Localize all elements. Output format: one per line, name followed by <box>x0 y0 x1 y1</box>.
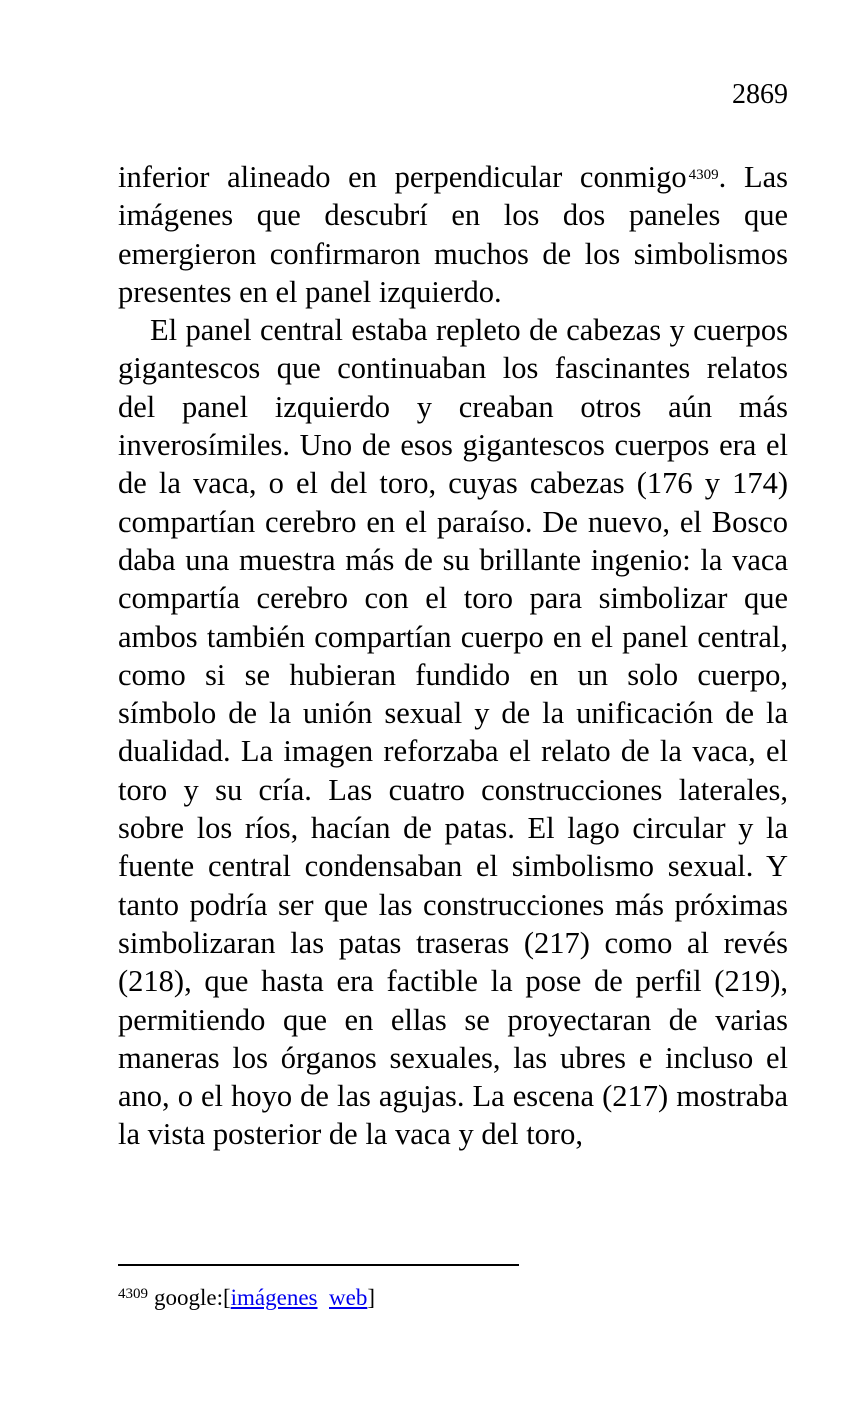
paragraph-1-continuation: . Las imágenes que descubrí en los dos paneles que emergieron confirmaron muchos de los simbolismos presentes en el panel izquierdo. <box>118 160 788 309</box>
page-number: 2869 <box>732 79 788 110</box>
paragraph-1-text: inferior alineado en perpendicular conmigo <box>118 160 687 194</box>
footnote <box>118 1283 375 1313</box>
footnote-reference: 4309 <box>688 167 719 183</box>
paragraph-1 <box>118 158 788 311</box>
footnote-prefix: google:[ <box>154 1285 231 1310</box>
body-text <box>118 158 788 1154</box>
paragraph-2: El panel central estaba repleto de cabezas y cuerpos gigantescos que continuaban los fascinantes relatos del panel izquierdo y creaban otros aún más inverosímiles. Uno de esos gigantescos cuerpos era el de la vaca, o el del toro, cuyas cabezas (176 y 174) compartían cerebro en el paraíso. De nuevo, el Bosco daba una muestra más de su brillante ingenio: la vaca compartía cerebro con el toro para simbolizar que ambos también compartían cuerpo en el panel central, como si se hubieran fundido en un solo cuerpo, símbolo de la unión sexual y de la unificación de la dualidad. La imagen reforzaba el relato de la vaca, el toro y su cría. Las cuatro construcciones laterales, sobre los ríos, hacían de patas. El lago circular y la fuente central condensaban el simbolismo sexual. Y tanto podría ser que las construcciones más próximas simbolizaran las patas traseras (217) como al revés (218), que hasta era factible la pose de perfil (219), permitiendo que en ellas se proyectaran de varias maneras los órganos sexuales, las ubres e incluso el ano, o el hoyo de las agujas. La escena (217) mostraba la vista posterior de la vaca y del toro, <box>118 313 788 1152</box>
images-link[interactable]: imágenes <box>230 1285 318 1310</box>
footnote-number: 4309 <box>118 1286 148 1302</box>
web-link[interactable]: web <box>329 1285 368 1310</box>
footnote-separator <box>118 1264 519 1266</box>
footnote-suffix: ] <box>367 1285 376 1310</box>
